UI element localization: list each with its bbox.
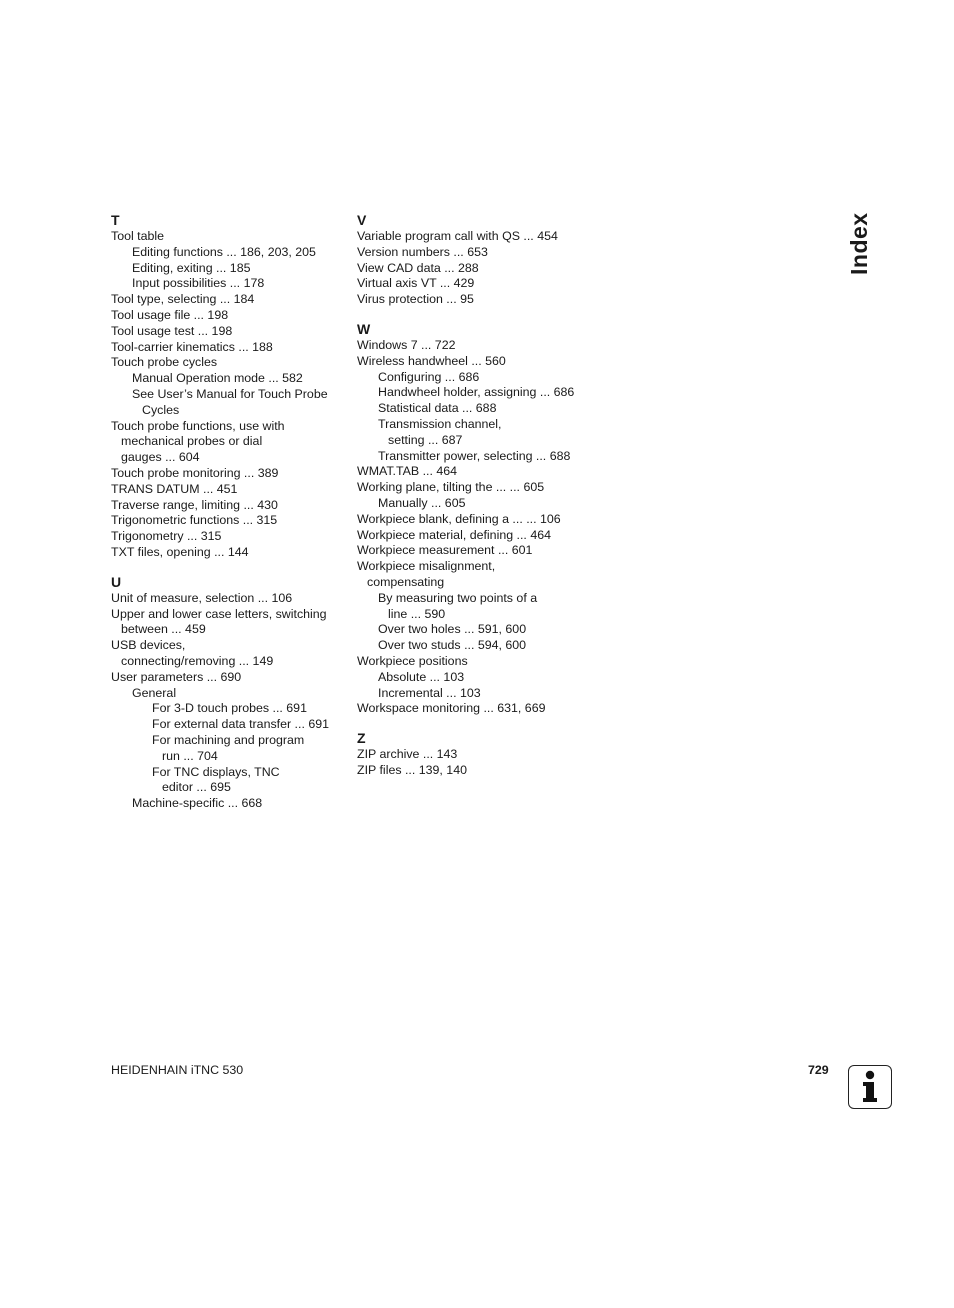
index-subentry: General <box>132 685 177 700</box>
index-entry: Upper and lower case letters, switching <box>111 606 327 621</box>
index-continuation: between ... 459 <box>121 622 206 637</box>
index-entry: Workpiece material, defining ... 464 <box>357 527 551 542</box>
index-section-w <box>357 321 592 717</box>
index-entry: Virus protection ... 95 <box>357 292 474 307</box>
index-continuation: line ... 590 <box>388 606 446 621</box>
index-subentry: Input possibilities ... 178 <box>132 276 265 291</box>
index-subentry: See User’s Manual for Touch Probe <box>132 386 328 401</box>
index-entry: Trigonometry ... 315 <box>111 529 222 544</box>
index-continuation: Cycles <box>142 402 180 417</box>
index-entry: Working plane, tilting the ... ... 605 <box>357 480 545 495</box>
index-section-u <box>111 574 346 812</box>
index-section-v <box>357 212 592 308</box>
index-entry: Virtual axis VT ... 429 <box>357 276 475 291</box>
index-entry: Variable program call with QS ... 454 <box>357 229 558 243</box>
section-letter: Z <box>357 730 366 747</box>
footer-product-name: HEIDENHAIN iTNC 530 <box>111 1063 244 1077</box>
index-entry: ZIP archive ... 143 <box>357 747 458 762</box>
index-subentry: Manually ... 605 <box>378 495 466 510</box>
index-entry: Workpiece measurement ... 601 <box>357 543 533 558</box>
index-subentry: Incremental ... 103 <box>378 685 481 700</box>
index-entry: Windows 7 ... 722 <box>357 337 456 352</box>
index-subentry: Over two holes ... 591, 600 <box>378 622 527 637</box>
index-entry: Traverse range, limiting ... 430 <box>111 497 278 512</box>
index-subentry: Transmitter power, selecting ... 688 <box>378 448 571 463</box>
index-entry: Unit of measure, selection ... 106 <box>111 590 293 605</box>
index-entry: Tool type, selecting ... 184 <box>111 292 255 307</box>
index-subentry: Transmission channel, <box>378 416 502 431</box>
index-subsubentry: For machining and program <box>152 732 305 747</box>
index-entry: Touch probe cycles <box>111 355 218 370</box>
index-entry: TRANS DATUM ... 451 <box>111 481 238 496</box>
index-subentry: By measuring two points of a <box>378 590 538 605</box>
index-continuation: run ... 704 <box>162 748 218 763</box>
side-section-title: Index <box>846 212 872 275</box>
index-subentry: Editing, exiting ... 185 <box>132 260 251 275</box>
index-continuation: compensating <box>367 574 445 589</box>
page-number: 729 <box>808 1063 829 1077</box>
section-letter: T <box>111 212 120 228</box>
index-entry: View CAD data ... 288 <box>357 260 479 275</box>
index-entry: ZIP files ... 139, 140 <box>357 762 467 777</box>
index-entry: Workpiece positions <box>357 653 468 668</box>
index-subentry: Editing functions ... 186, 203, 205 <box>132 244 316 259</box>
index-entry: Tool-carrier kinematics ... 188 <box>111 339 273 354</box>
index-entry: Trigonometric functions ... 315 <box>111 513 278 528</box>
index-subentry: Manual Operation mode ... 582 <box>132 371 303 386</box>
index-entry: Wireless handwheel ... 560 <box>357 353 506 368</box>
index-subentry: Machine-specific ... 668 <box>132 796 263 811</box>
info-icon <box>848 1065 892 1109</box>
index-entry: Workpiece blank, defining a ... ... 106 <box>357 511 561 526</box>
index-entry: Version numbers ... 653 <box>357 244 488 259</box>
index-entry: Workpiece misalignment, <box>357 559 496 574</box>
index-subentry: Handwheel holder, assigning ... 686 <box>378 385 575 400</box>
index-continuation: setting ... 687 <box>388 432 463 447</box>
index-subsubentry: For TNC displays, TNC <box>152 764 280 779</box>
section-letter: V <box>357 212 367 228</box>
section-letter: U <box>111 573 122 590</box>
section-letter: W <box>357 320 371 337</box>
index-column-right <box>357 210 592 779</box>
index-continuation: connecting/removing ... 149 <box>121 653 274 668</box>
index-section-t <box>111 212 346 561</box>
index-column-left <box>111 210 346 812</box>
index-continuation: gauges ... 604 <box>121 450 200 465</box>
index-subsubentry: For 3-D touch probes ... 691 <box>152 701 307 716</box>
index-entry: USB devices, <box>111 638 186 653</box>
index-entry: User parameters ... 690 <box>111 669 242 684</box>
index-entry: TXT files, opening ... 144 <box>111 544 249 559</box>
index-entry: Workspace monitoring ... 631, 669 <box>357 701 546 716</box>
index-section-z <box>357 730 592 779</box>
index-entry: Touch probe monitoring ... 389 <box>111 465 279 480</box>
index-subentry: Absolute ... 103 <box>378 669 465 684</box>
index-entry: WMAT.TAB ... 464 <box>357 464 458 479</box>
index-continuation: editor ... 695 <box>162 780 231 795</box>
index-subsubentry: For external data transfer ... 691 <box>152 717 330 732</box>
index-entry: Touch probe functions, use with <box>111 418 285 433</box>
index-subentry: Over two studs ... 594, 600 <box>378 638 527 653</box>
index-entry: Tool table <box>111 229 165 243</box>
index-subentry: Statistical data ... 688 <box>378 401 497 416</box>
index-continuation: mechanical probes or dial <box>121 434 263 449</box>
index-entry: Tool usage file ... 198 <box>111 307 229 322</box>
index-entry: Tool usage test ... 198 <box>111 323 233 338</box>
index-subentry: Configuring ... 686 <box>378 369 480 384</box>
